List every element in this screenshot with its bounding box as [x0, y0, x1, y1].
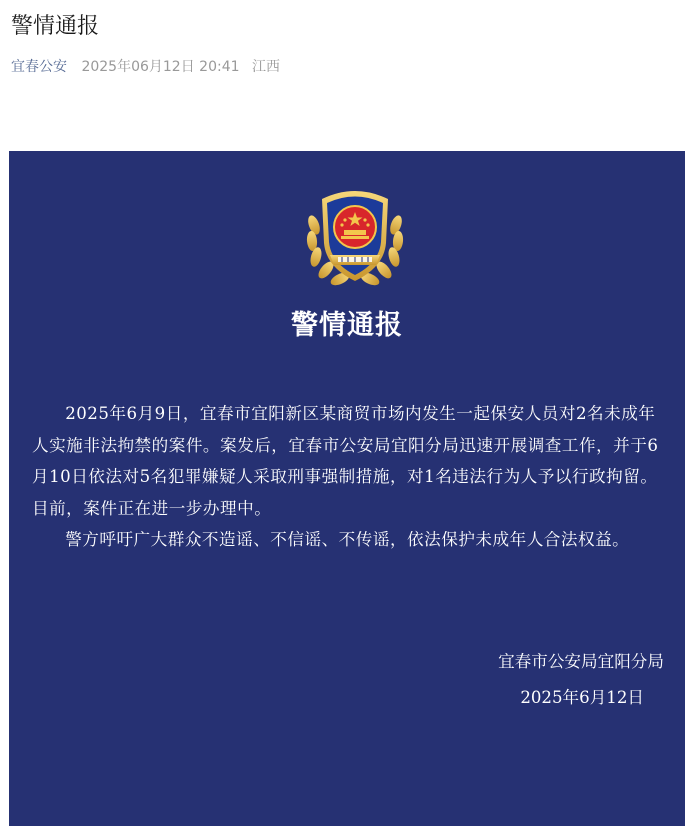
publish-location: 江西 [251, 59, 280, 75]
article-title: 警情通报 [11, 14, 100, 39]
issue-date: 2025年6月12日 [520, 688, 644, 707]
police-emblem-icon [300, 185, 410, 291]
notice-poster-image [9, 151, 685, 826]
poster-title: 警情通报 [291, 310, 403, 341]
notice-paragraph: 警方呼吁广大群众不造谣、不信谣、不传谣，依法保护未成年人合法权益。 [65, 530, 630, 549]
issuing-authority: 宜春市公安局宜阳分局 [498, 652, 664, 671]
notice-signature-block [498, 644, 664, 716]
author-link[interactable]: 宜春公安 [11, 59, 67, 75]
publish-datetime: 2025年06月12日 20:41 [81, 59, 240, 75]
notice-body [32, 398, 668, 556]
article-meta [11, 57, 280, 77]
notice-paragraph: 2025年6月9日，宜春市宜阳新区某商贸市场内发生一起保安人员对2名未成年人实施非法拘禁的案件。案发后，宜春市公安局宜阳分局迅速开展调查工作，并于6月10日依法对5名犯罪嫌疑人采取刑事强制措施，对1名违法行为人予以行政拘留。目前，案件正在进一步办理中。 [32, 404, 659, 518]
